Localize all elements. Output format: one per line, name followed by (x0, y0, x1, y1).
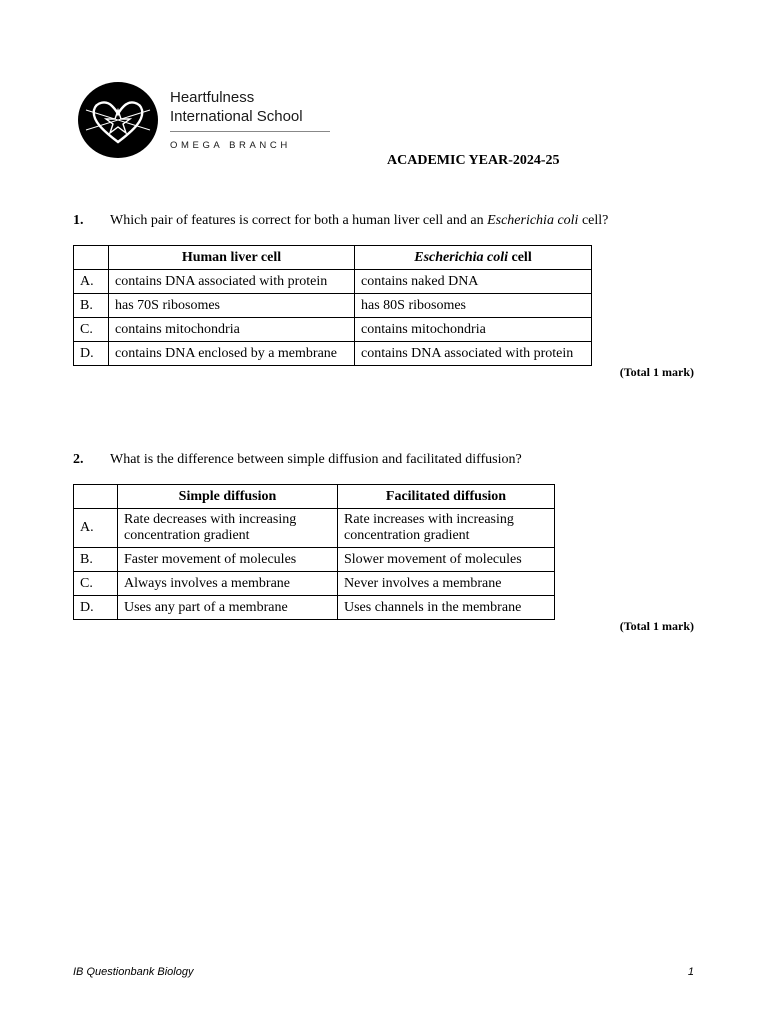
question-1-table (73, 245, 592, 366)
table-header-row (74, 246, 592, 270)
table-header-row (74, 485, 555, 509)
table-cell: contains mitochondria (355, 318, 592, 342)
table-cell: Rate increases with increasing concentration gradient (338, 509, 555, 548)
option-header-cell (74, 485, 118, 509)
table-cell: Always involves a membrane (118, 572, 338, 596)
table-row (74, 548, 555, 572)
table-cell: contains DNA associated with protein (109, 270, 355, 294)
question-1-number: 1. (73, 213, 84, 228)
table-row (74, 596, 555, 620)
question-1-text-start: Which pair of features is correct for both a human liver cell and an (110, 213, 488, 228)
column-header-ecoli-cell (355, 246, 592, 270)
option-label: D. (74, 342, 109, 366)
table-row (74, 572, 555, 596)
table-cell: Rate decreases with increasing concentration gradient (118, 509, 338, 548)
column-header-simple-diffusion: Simple diffusion (118, 485, 338, 509)
table-cell: Never involves a membrane (338, 572, 555, 596)
option-header-cell (74, 246, 109, 270)
school-name-line2: International School (170, 108, 303, 125)
table-cell: contains naked DNA (355, 270, 592, 294)
table-cell: has 80S ribosomes (355, 294, 592, 318)
school-name-line1: Heartfulness (170, 89, 255, 106)
option-label: A. (74, 270, 109, 294)
school-logo (76, 82, 336, 162)
table-cell: Slower movement of molecules (338, 548, 555, 572)
footer-source: IB Questionbank Biology (73, 966, 194, 978)
table-row (74, 342, 592, 366)
ecoli-header-rest: cell (508, 249, 532, 265)
question-1-text-end: cell? (578, 213, 609, 228)
column-header-human-liver-cell: Human liver cell (109, 246, 355, 270)
table-cell: contains mitochondria (109, 318, 355, 342)
option-label: B. (74, 294, 109, 318)
question-2-table (73, 484, 555, 620)
question-1-species: Escherichia coli (487, 213, 579, 228)
option-label: C. (74, 318, 109, 342)
option-label: B. (74, 548, 118, 572)
option-label: A. (74, 509, 118, 548)
column-header-facilitated-diffusion: Facilitated diffusion (338, 485, 555, 509)
table-cell: Uses any part of a membrane (118, 596, 338, 620)
question-2-total-marks: (Total 1 mark) (619, 619, 694, 633)
academic-year-heading: ACADEMIC YEAR-2024-25 (387, 153, 560, 168)
ecoli-header-italic: Escherichia coli (414, 249, 508, 265)
table-row (74, 509, 555, 548)
table-row (74, 318, 592, 342)
logo-divider (170, 131, 330, 132)
table-cell: Uses channels in the membrane (338, 596, 555, 620)
table-cell: contains DNA enclosed by a membrane (109, 342, 355, 366)
branch-name: OMEGA BRANCH (170, 140, 291, 151)
table-cell: Faster movement of molecules (118, 548, 338, 572)
question-1-total-marks: (Total 1 mark) (619, 365, 694, 379)
table-cell: has 70S ribosomes (109, 294, 355, 318)
heart-emblem-icon (78, 82, 158, 158)
option-label: D. (74, 596, 118, 620)
footer-page-number: 1 (687, 966, 694, 978)
question-2-number: 2. (73, 452, 84, 467)
option-label: C. (74, 572, 118, 596)
table-row (74, 270, 592, 294)
table-row (74, 294, 592, 318)
question-1-text (110, 213, 608, 229)
table-cell: contains DNA associated with protein (355, 342, 592, 366)
question-2-text: What is the difference between simple diffusion and facilitated diffusion? (110, 452, 522, 467)
